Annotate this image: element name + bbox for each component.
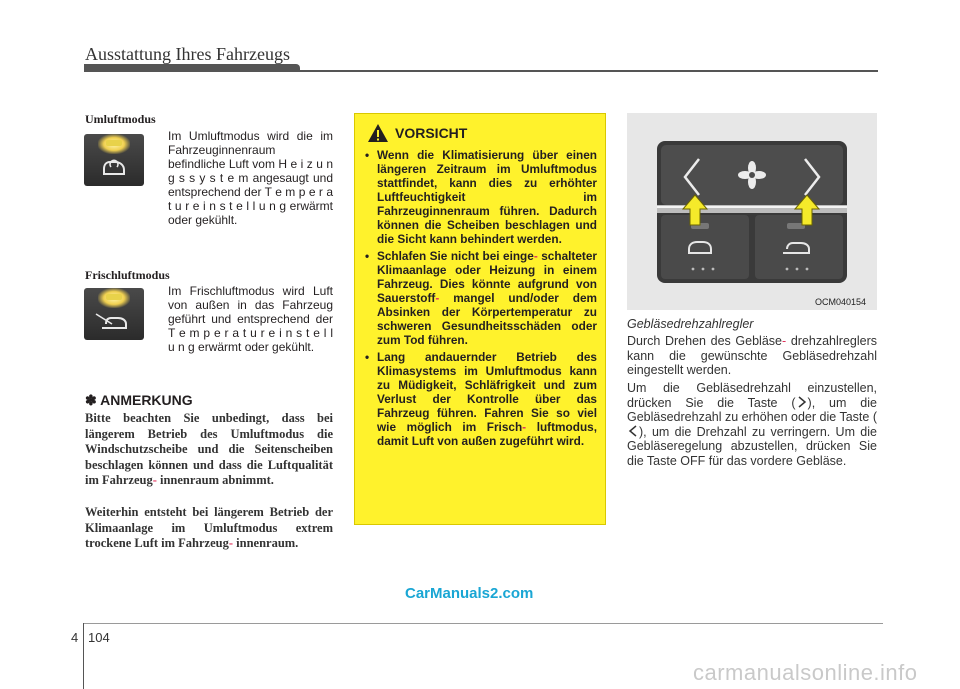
anmerkung-title: ✽ ANMERKUNG (85, 392, 193, 408)
warning-item-text: Lang andauernder Betrieb des Klimasystems im Umluftmodus kann zu Müdigkeit, Schläfrigkeit und zum Verlust der Kontrolle über das Fahrzeug führen. Fahren Sie so viel wie möglich im Frisch (377, 350, 597, 434)
fresh-air-button-image (84, 288, 144, 340)
recirculation-car-icon (84, 134, 144, 186)
header-rule (84, 70, 878, 72)
blower-text: Um die Gebläsedrehzahl einzustellen, drücken Sie die Taste ( (627, 381, 877, 410)
image-reference-label: OCM040154 (815, 297, 867, 307)
footer-rule (83, 623, 883, 624)
blower-text: drehzahlreglers kann die gewünschte Gebläsedrehzahl eingestellt werden. (627, 334, 877, 377)
recirculation-button-image (84, 134, 144, 186)
blower-control-photo (627, 113, 877, 310)
warning-item (365, 350, 597, 448)
hyphen-mark: - (533, 249, 538, 263)
anmerkung-paragraph-2 (85, 505, 333, 552)
anmerkung-paragraph-1 (85, 411, 333, 489)
watermark-logo-text: CarManuals2.com (405, 585, 534, 602)
page-number: 104 (88, 630, 110, 645)
chapter-number: 4 (71, 630, 79, 645)
anmerkung-text: Bitte beachten Sie unbedingt, dass bei längerem Betrieb des Umluftmodus die Windschutzscheibe und die Seitenscheiben beschlagen können und dass die Luftqualität im Fahrzeug (85, 411, 333, 487)
hyphen-mark: - (152, 473, 157, 487)
blower-paragraph-2 (627, 381, 877, 468)
site-watermark: carmanualsonline.info (693, 660, 918, 685)
frischluft-description: Im Frischluftmodus wird Luft von außen in das Fahrzeug geführt und entsprechend der T e m p e r a t u r e i n s t e l l u n g erwärmt oder gekühlt. (168, 284, 333, 354)
blower-heading: Gebläsedrehzahlregler (627, 317, 754, 331)
warning-title: VORSICHT (395, 125, 468, 141)
hyphen-mark: - (522, 420, 527, 434)
warning-box (354, 113, 606, 525)
frischluft-heading: Frischluftmodus (85, 268, 170, 282)
warning-item-text: luftmodus, damit Luft von außen zugeführt wird. (377, 420, 597, 448)
chevron-left-icon (627, 425, 639, 437)
warning-triangle-icon (367, 123, 389, 143)
blower-paragraph-1 (627, 334, 877, 378)
bullet: • (365, 249, 370, 263)
warning-item-text: Schlafen Sie nicht bei einge (377, 249, 534, 263)
fresh-air-car-icon (84, 288, 144, 340)
hyphen-mark: - (435, 291, 440, 305)
anmerkung-text: Weiterhin entsteht bei längerem Betrieb der Klimaanlage im Umluftmodus extrem trockene Luft im Fahrzeug (85, 505, 333, 550)
warning-header (367, 123, 467, 143)
blower-text: ), um die Drehzahl zu verringern. Um die Gebläseregelung abzustellen, drücken Sie die Taste OFF für das vordere Gebläse. (627, 424, 877, 468)
blower-control-illustration (627, 113, 877, 310)
anmerkung-text: innenraum. (236, 536, 299, 550)
bullet: • (365, 350, 370, 364)
warning-item-text: mangel und/oder dem Absinken der Körpertemperatur zu schweren Gesundheitsschäden oder zum Tod führen. (377, 291, 597, 347)
blower-text: Durch Drehen des Gebläse (627, 334, 782, 348)
warning-item (365, 148, 597, 246)
blower-text: ), um die Gebläsedrehzahl zu erhöhen oder die Taste ( (627, 395, 877, 424)
anmerkung-text: innenraum abnimmt. (160, 473, 274, 487)
warning-list (365, 148, 597, 451)
umluft-description: Im Umluftmodus wird die im Fahrzeuginnenraum befindliche Luft vom H e i z u n g s s y s t e m angesaugt und entsprechend der T e m p e r a t u r e i n s t e l l u n g erwärmt oder gekühlt. (168, 129, 333, 227)
warning-item-text: schalteter Klimaanlage oder Heizung in einem Fahrzeug. Dies könnte aufgrund von Sauerstoff (377, 249, 597, 305)
bullet: • (365, 148, 370, 162)
warning-item-text: Wenn die Klimatisierung über einen längeren Zeitraum im Umluftmodus stattfindet, kann dies zu erhöhter Luftfeuchtigkeit im Fahrzeuginnenraum führen. Dadurch können die Scheiben beschlagen und die Sicht kann behindert werden. (377, 148, 597, 246)
warning-item (365, 249, 597, 347)
footer-divider (83, 623, 84, 689)
hyphen-mark: - (782, 334, 787, 348)
page-header-title: Ausstattung Ihres Fahrzeugs (85, 44, 290, 64)
hyphen-mark: - (228, 536, 234, 550)
chevron-right-icon (796, 396, 808, 408)
umluft-heading: Umluftmodus (85, 112, 156, 126)
